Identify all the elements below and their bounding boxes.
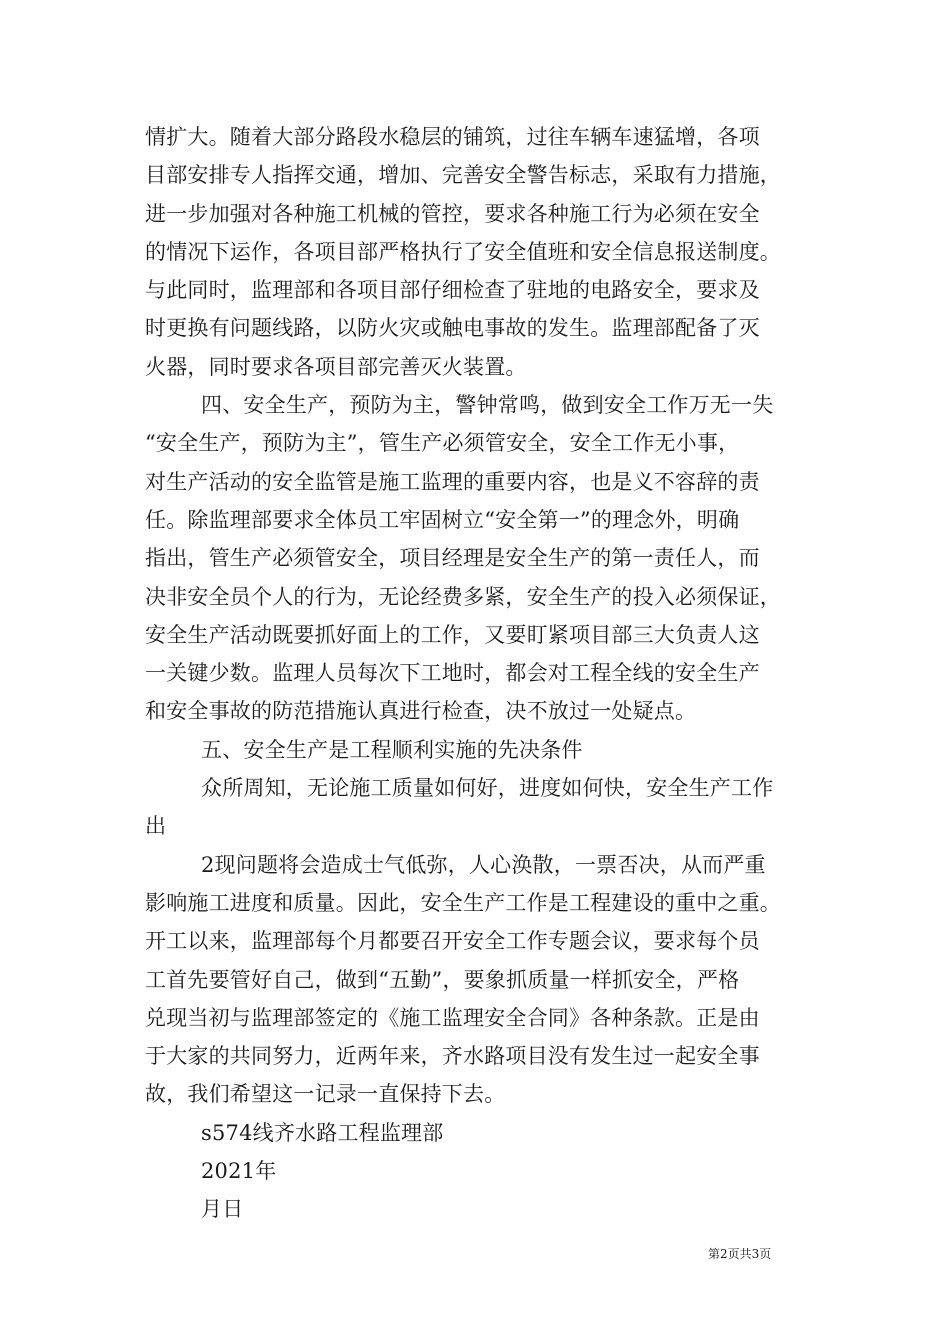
text-line: 决非安全员个人的行为，无论经费多紧，安全生产的投入必须保证， — [145, 584, 781, 609]
text-line: 工首先要管好自己，做到“五勤”，要象抓质量一样抓安全，严格 — [145, 967, 740, 992]
text-line: 火器，同时要求各项目部完善灭火装置。 — [145, 354, 527, 379]
text-line: 五、安全生产是工程顺利实施的先决条件 — [201, 737, 583, 762]
text-line: 兑现当初与监理部签定的《施工监理安全合同》各种条款。正是由 — [145, 1005, 760, 1030]
text-line: 和安全事故的防范措施认真进行检查，决不放过一处疑点。 — [145, 699, 697, 724]
text-line: 故，我们希望这一记录一直保持下去。 — [145, 1082, 506, 1107]
text-line: 安全生产活动既要抓好面上的工作，又要盯紧项目部三大负责人这 — [145, 622, 760, 647]
text-line: “安全生产，预防为主”，管生产必须管安全，安全工作无小事， — [145, 431, 740, 456]
text-line: s574线齐水路工程监理部 — [201, 1120, 444, 1145]
text-line: 2021年 — [201, 1159, 277, 1184]
text-line: 影响施工进度和质量。因此，安全生产工作是工程建设的重中之重。 — [145, 890, 781, 915]
text-line: 对生产活动的安全监管是施工监理的重要内容，也是义不容辞的责 — [145, 469, 760, 494]
text-line: 时更换有问题线路，以防火灾或触电事故的发生。监理部配备了灭 — [145, 316, 760, 341]
text-line: 情扩大。随着大部分路段水稳层的铺筑，过往车辆车速猛增，各项 — [145, 125, 760, 149]
text-line: 进一步加强对各种施工机械的管控，要求各种施工行为必须在安全 — [145, 201, 760, 226]
text-line: 指出，管生产必须管安全，项目经理是安全生产的第一责任人，而 — [145, 546, 760, 571]
text-line: 于大家的共同努力，近两年来，齐水路项目没有发生过一起安全事 — [145, 1044, 760, 1069]
text-line: 开工以来，监理部每个月都要召开安全工作专题会议，要求每个员 — [145, 929, 760, 954]
text-line: 的情况下运作，各项目部严格执行了安全值班和安全信息报送制度。 — [145, 239, 781, 264]
text-line: 众所周知，无论施工质量如何好，进度如何快，安全生产工作 — [201, 776, 774, 801]
text-line: 一关键少数。监理人员每次下工地时，都会对工程全线的安全生产 — [145, 661, 760, 686]
text-line: 与此同时，监理部和各项目部仔细检查了驻地的电路安全，要求及 — [145, 278, 760, 303]
text-line: 2现问题将会造成士气低弥，人心涣散，一票否决，从而严重 — [201, 852, 766, 877]
text-line: 目部安排专人指挥交通，增加、完善安全警告标志，采取有力措施， — [145, 163, 781, 188]
text-line: 四、安全生产，预防为主，警钟常鸣，做到安全工作万无一失 — [201, 393, 774, 418]
text-line: 出 — [145, 814, 167, 839]
text-line: 任。除监理部要求全体员工牢固树立“安全第一”的理念外，明确 — [145, 507, 740, 532]
text-line: 月日 — [201, 1197, 244, 1222]
document-body — [145, 118, 817, 1229]
page-number-footer: 第2页共3页 — [708, 1247, 772, 1261]
